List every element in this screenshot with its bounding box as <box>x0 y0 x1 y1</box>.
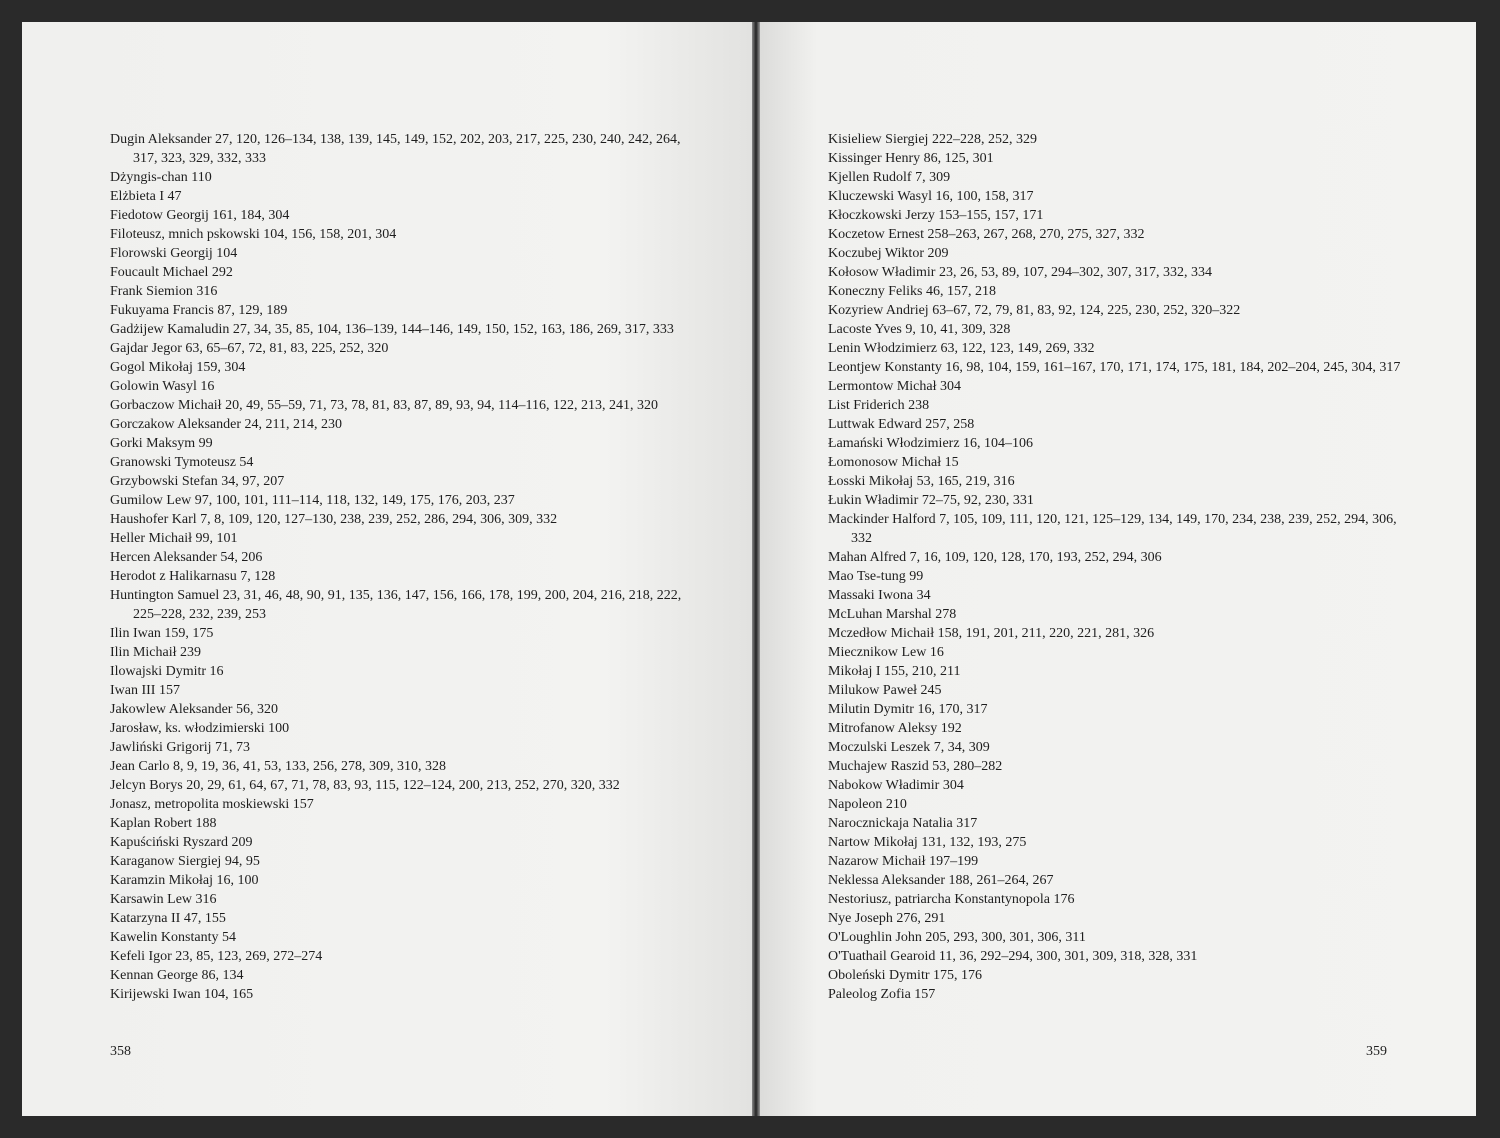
index-entry: Foucault Michael 292 <box>110 265 233 280</box>
index-entry: Massaki Iwona 34 <box>828 588 931 603</box>
index-entry: Kawelin Konstanty 54 <box>110 930 236 945</box>
index-entry: Fiedotow Georgij 161, 184, 304 <box>110 208 290 223</box>
page-number-left: 358 <box>110 1044 131 1059</box>
index-entry: Katarzyna II 47, 155 <box>110 911 226 926</box>
index-entry: Dżyngis-chan 110 <box>110 170 212 185</box>
index-entry: Gogol Mikołaj 159, 304 <box>110 360 246 375</box>
index-entry: Narocznickaja Natalia 317 <box>828 816 978 831</box>
left-page <box>22 22 752 1116</box>
index-entry: Dugin Aleksander 27, 120, 126–134, 138, 139, 145, 149, 152, 202, 203, 217, 225, 230, 240, 242, 264, 317, 323, 329, 332, 333 <box>110 132 681 166</box>
index-entry: Mahan Alfred 7, 16, 109, 120, 128, 170, 193, 252, 294, 306 <box>828 550 1162 565</box>
index-entry: Milukow Paweł 245 <box>828 683 942 698</box>
index-entry: Jean Carlo 8, 9, 19, 36, 41, 53, 133, 256, 278, 309, 310, 328 <box>110 759 446 774</box>
index-entry: O'Tuathail Gearoid 11, 36, 292–294, 300, 301, 309, 318, 328, 331 <box>828 949 1198 964</box>
index-entry: Łukin Władimir 72–75, 92, 230, 331 <box>828 493 1034 508</box>
index-entry: Nabokow Władimir 304 <box>828 778 964 793</box>
index-entry: Mitrofanow Aleksy 192 <box>828 721 962 736</box>
index-entry: Heller Michaił 99, 101 <box>110 531 238 546</box>
index-entry: Gumilow Lew 97, 100, 101, 111–114, 118, 132, 149, 175, 176, 203, 237 <box>110 493 515 508</box>
index-entry: Kefeli Igor 23, 85, 123, 269, 272–274 <box>110 949 323 964</box>
index-entry: Koczetow Ernest 258–263, 267, 268, 270, 275, 327, 332 <box>828 227 1145 242</box>
index-entry: Lenin Włodzimierz 63, 122, 123, 149, 269, 332 <box>828 341 1095 356</box>
index-entry: Mao Tse-tung 99 <box>828 569 924 584</box>
index-entry: Kissinger Henry 86, 125, 301 <box>828 151 994 166</box>
index-entry: Mczedłow Michaił 158, 191, 201, 211, 220, 221, 281, 326 <box>828 626 1155 641</box>
index-entry: Muchajew Raszid 53, 280–282 <box>828 759 1003 774</box>
index-entry: Kirijewski Iwan 104, 165 <box>110 987 254 1002</box>
index-entry: Neklessa Aleksander 188, 261–264, 267 <box>828 873 1054 888</box>
index-entry: Koneczny Feliks 46, 157, 218 <box>828 284 996 299</box>
index-entry: Granowski Tymoteusz 54 <box>110 455 254 470</box>
index-entries-left <box>110 130 688 1004</box>
index-entry: Ilin Iwan 159, 175 <box>110 626 214 641</box>
index-entry: Jarosław, ks. włodzimierski 100 <box>110 721 290 736</box>
index-entry: Kluczewski Wasyl 16, 100, 158, 317 <box>828 189 1034 204</box>
index-entry: Moczulski Leszek 7, 34, 309 <box>828 740 990 755</box>
index-entry: Napoleon 210 <box>828 797 907 812</box>
index-entry: Mackinder Halford 7, 105, 109, 111, 120, 121, 125–129, 134, 149, 170, 234, 238, 239, 252, 294, 306, 332 <box>828 512 1397 546</box>
index-entry: Nartow Mikołaj 131, 132, 193, 275 <box>828 835 1027 850</box>
index-entry: Karamzin Mikołaj 16, 100 <box>110 873 259 888</box>
book-gutter <box>752 22 760 1116</box>
index-entry: Łomonosow Michał 15 <box>828 455 959 470</box>
index-entry: Gorczakow Aleksander 24, 211, 214, 230 <box>110 417 342 432</box>
index-entry: Kozyriew Andriej 63–67, 72, 79, 81, 83, 92, 124, 225, 230, 252, 320–322 <box>828 303 1241 318</box>
index-entry: Nye Joseph 276, 291 <box>828 911 946 926</box>
index-entry: Nazarow Michaił 197–199 <box>828 854 979 869</box>
index-entry: Florowski Georgij 104 <box>110 246 238 261</box>
index-entry: McLuhan Marshal 278 <box>828 607 957 622</box>
index-entry: List Friderich 238 <box>828 398 930 413</box>
index-entry: Filoteusz, mnich pskowski 104, 156, 158, 201, 304 <box>110 227 397 242</box>
index-entry: Karaganow Siergiej 94, 95 <box>110 854 260 869</box>
index-entry: Kisieliew Siergiej 222–228, 252, 329 <box>828 132 1037 147</box>
index-entry: Mikołaj I 155, 210, 211 <box>828 664 961 679</box>
index-entry: Jonasz, metropolita moskiewski 157 <box>110 797 314 812</box>
index-entry: Golowin Wasyl 16 <box>110 379 215 394</box>
index-entry: Frank Siemion 316 <box>110 284 218 299</box>
index-entry: Herodot z Halikarnasu 7, 128 <box>110 569 276 584</box>
index-entries-right <box>828 130 1408 1004</box>
index-entry: Huntington Samuel 23, 31, 46, 48, 90, 91, 135, 136, 147, 156, 166, 178, 199, 200, 204, 216, 218, 222, 225–228, 232, 239, 253 <box>110 588 682 622</box>
right-page <box>760 22 1476 1116</box>
index-entry: Łamański Włodzimierz 16, 104–106 <box>828 436 1034 451</box>
index-entry: Luttwak Edward 257, 258 <box>828 417 975 432</box>
index-entry: Karsawin Lew 316 <box>110 892 217 907</box>
index-entry: Paleolog Zofia 157 <box>828 987 936 1002</box>
index-entry: Jawliński Grigorij 71, 73 <box>110 740 250 755</box>
index-entry: Kołosow Władimir 23, 26, 53, 89, 107, 294–302, 307, 317, 332, 334 <box>828 265 1212 280</box>
index-entry: Lacoste Yves 9, 10, 41, 309, 328 <box>828 322 1011 337</box>
index-entry: Kaplan Robert 188 <box>110 816 217 831</box>
index-entry: Jakowlew Aleksander 56, 320 <box>110 702 278 717</box>
index-entry: Grzybowski Stefan 34, 97, 207 <box>110 474 285 489</box>
index-entry: Iwan III 157 <box>110 683 180 698</box>
index-entry: Hercen Aleksander 54, 206 <box>110 550 263 565</box>
index-entry: O'Loughlin John 205, 293, 300, 301, 306, 311 <box>828 930 1086 945</box>
index-entry: Elżbieta I 47 <box>110 189 182 204</box>
index-entry: Gorki Maksym 99 <box>110 436 213 451</box>
index-entry: Miecznikow Lew 16 <box>828 645 944 660</box>
index-entry: Koczubej Wiktor 209 <box>828 246 949 261</box>
index-entry: Ilin Michaił 239 <box>110 645 201 660</box>
index-entry: Gorbaczow Michaił 20, 49, 55–59, 71, 73, 78, 81, 83, 87, 89, 93, 94, 114–116, 122, 213, 241, 320 <box>110 398 659 413</box>
index-entry: Fukuyama Francis 87, 129, 189 <box>110 303 288 318</box>
index-entry: Milutin Dymitr 16, 170, 317 <box>828 702 988 717</box>
index-entry: Ilowajski Dymitr 16 <box>110 664 224 679</box>
index-entry: Kłoczkowski Jerzy 153–155, 157, 171 <box>828 208 1044 223</box>
page-number-right: 359 <box>1366 1044 1387 1059</box>
index-entry: Jelcyn Borys 20, 29, 61, 64, 67, 71, 78, 83, 93, 115, 122–124, 200, 213, 252, 270, 320, 332 <box>110 778 620 793</box>
index-entry: Leontjew Konstanty 16, 98, 104, 159, 161–167, 170, 171, 174, 175, 181, 184, 202–204, 245, 304, 317 <box>828 360 1401 375</box>
index-entry: Kapuściński Ryszard 209 <box>110 835 253 850</box>
index-entry: Nestoriusz, patriarcha Konstantynopola 176 <box>828 892 1075 907</box>
index-entry: Kjellen Rudolf 7, 309 <box>828 170 951 185</box>
index-entry: Łosski Mikołaj 53, 165, 219, 316 <box>828 474 1015 489</box>
index-entry: Haushofer Karl 7, 8, 109, 120, 127–130, 238, 239, 252, 286, 294, 306, 309, 332 <box>110 512 558 527</box>
index-entry: Gadżijew Kamaludin 27, 34, 35, 85, 104, 136–139, 144–146, 149, 150, 152, 163, 186, 269, 317, 333 <box>110 322 674 337</box>
index-entry: Kennan George 86, 134 <box>110 968 244 983</box>
index-entry: Gajdar Jegor 63, 65–67, 72, 81, 83, 225, 252, 320 <box>110 341 389 356</box>
index-entry: Lermontow Michał 304 <box>828 379 961 394</box>
index-entry: Oboleński Dymitr 175, 176 <box>828 968 982 983</box>
